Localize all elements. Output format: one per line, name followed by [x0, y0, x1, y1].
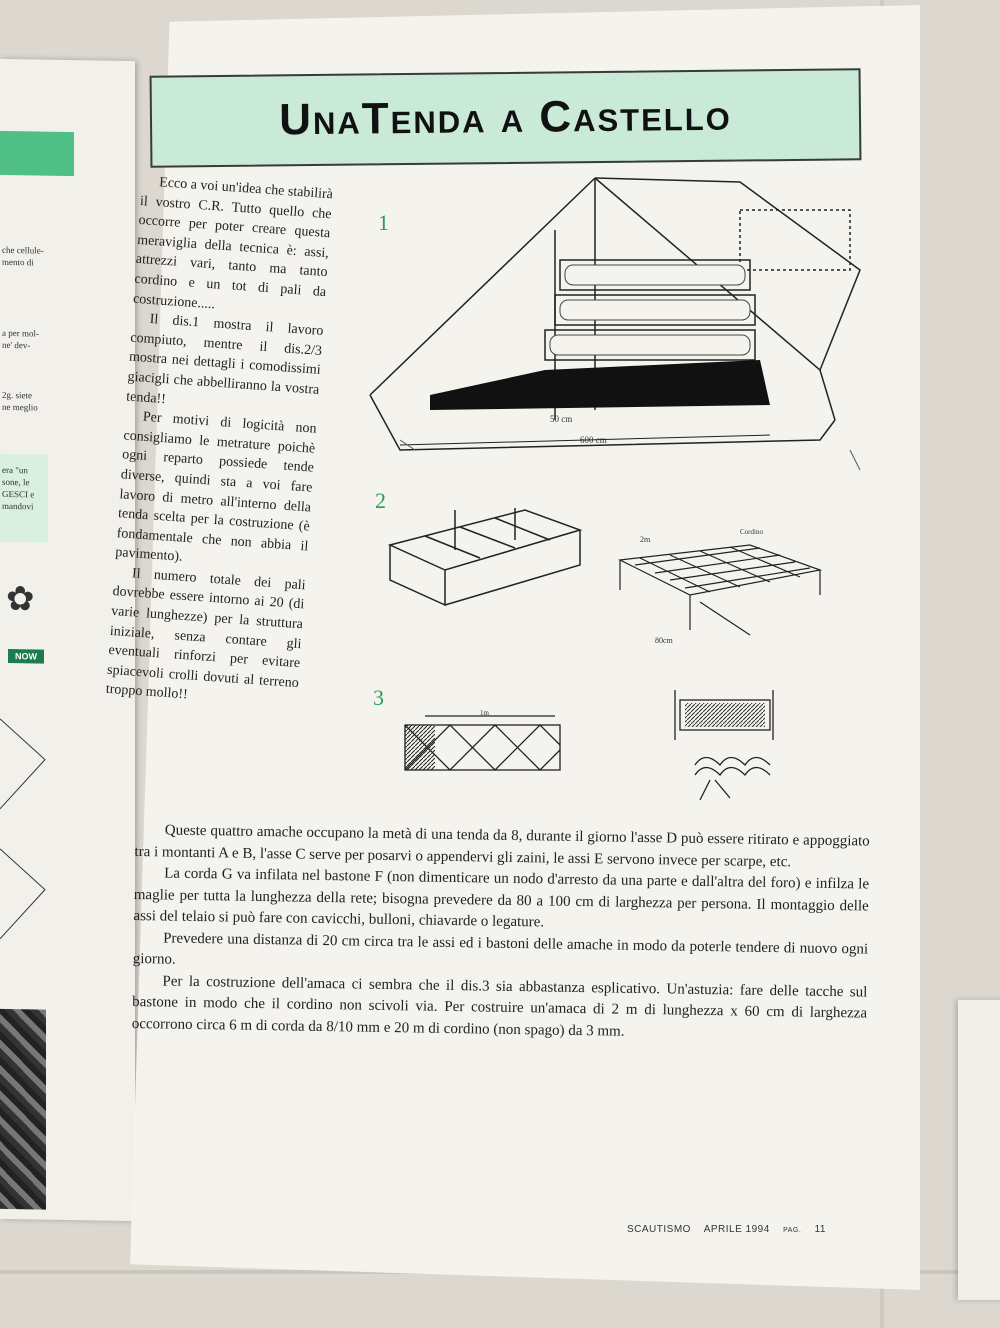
- figure-2-frame: [385, 500, 585, 620]
- fig2-dim-b: 80cm: [655, 636, 673, 645]
- intro-column: [105, 172, 333, 713]
- body-paragraph: Per la costruzione dell'amaca ci sembra che il dis.3 sia abbastanza esplicativo. Un'astuzia: fare delle tacche sul bastone in modo che il cordino non scivoli via. Per costruire un'amaca di 2 m di lunghezza x 60 cm di larghezza occorrono circa 6 m di corda da 8/10 mm e 20 m di cordino (non spago) da 3 mm.: [131, 972, 868, 1040]
- footer-pag-label: PAG.: [783, 1227, 802, 1234]
- footer-page-number: 11: [814, 1224, 826, 1235]
- figure-3-knot: [655, 680, 785, 805]
- left-diagram: [0, 699, 50, 1000]
- column-paragraph: Per motivi di logicità non consigliamo le metrature poichè ogni reparto possiede tende diverse, quindi sta a voi fare lavoro di metro all'interno della tenda scelta per la costruzione (è fondamentale che non abbia il pavimento).: [114, 409, 317, 566]
- fig2-dim-a: 2m: [640, 535, 651, 544]
- footer-magazine: SCAUTISMO: [627, 1224, 691, 1235]
- left-photo: [0, 1009, 46, 1210]
- figure-number-3: 3: [373, 685, 384, 710]
- right-page-edge: [958, 1000, 1000, 1300]
- page-footer: [627, 1224, 836, 1235]
- fig1-dim-b: 600 cm: [580, 435, 607, 445]
- column-paragraph: Il numero totale dei pali dovrebbe essere intorno ai 20 (di varie lunghezze) per la struttura iniziale, senza contare gli eventuali rinforzi per evitare spiacevoli crolli dovuti al terreno troppo mollo!!: [105, 566, 307, 703]
- article-body: [132, 820, 870, 1047]
- fig1-dim-a: 50 cm: [550, 414, 573, 424]
- column-paragraph: Ecco a voi un'idea che stabilirà il vostro C.R. Tutto quello che occorre per poter creare questa meraviglia della tecnica è: assi, attrezzi vari, tanto ma tanto cordino e un tot di pali da costruzione.....: [132, 175, 334, 312]
- figure-3-hammock: [395, 710, 575, 780]
- body-paragraph: Prevedere una distanza di 20 cm circa tra le assi ed i bastoni delle amache in modo da poterle tendere di nuovo ogni giorno.: [132, 929, 869, 968]
- left-green-bar: [0, 131, 74, 176]
- body-paragraph: Queste quattro amache occupano la metà di una tenda da 8, durante il giorno l'asse D può essere ritirato e appoggiato tra i montanti A e B, l'asse C serve per posarvi o appendervi gli zaini, le assi E servono invece per scarpe, etc.: [134, 822, 870, 870]
- figure-2-net: [600, 520, 830, 650]
- left-page: che cellule- mento di a per mol- ne' dev- 2g. siete ne meglio era "un sone, le GESCI e mandovi ✿ NOW: [0, 59, 135, 1221]
- footer-issue: APRILE 1994: [703, 1224, 770, 1235]
- fig2-dim-c: Cordino: [740, 528, 763, 536]
- clover-icon: ✿: [6, 580, 35, 619]
- article-title: UnaTenda a Castello: [278, 90, 733, 145]
- figure-number-2: 2: [375, 488, 386, 513]
- title-banner: [150, 68, 862, 167]
- figure-number-1: 1: [378, 210, 389, 235]
- column-paragraph: Il dis.1 mostra il lavoro compiuto, mentre il dis.2/3 mostra nei dettagli i comodissimi giacigli che abbelliranno la vostra tenda!!: [125, 312, 324, 407]
- body-paragraph: La corda G va infilata nel bastone F (non dimenticare un nodo d'arresto da una parte e dall'altra del foro) e infilza le maglie per tutta la lunghezza della rete; bisogna prevedere da 80 a 100 cm di larghezza per persona. Il montaggio delle assi del telaio si può fare con cavicchi, bulloni, chiavarde o legature.: [133, 865, 870, 931]
- figure-1-tent: [340, 170, 870, 480]
- fig3-dim-a: 1m: [480, 710, 489, 717]
- now-badge: NOW: [8, 649, 44, 664]
